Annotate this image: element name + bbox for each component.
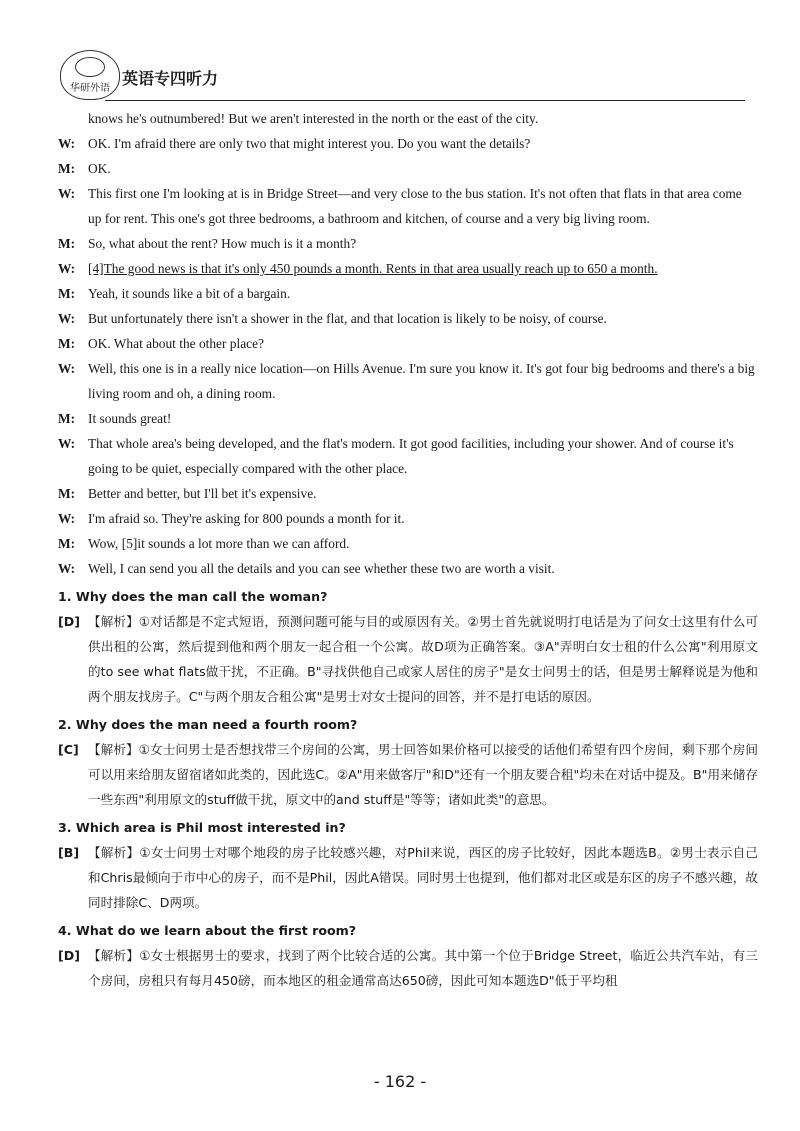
answer-analysis bbox=[58, 943, 758, 993]
speaker: W: bbox=[58, 436, 76, 451]
dialogue-line bbox=[58, 331, 758, 356]
question-block bbox=[58, 712, 758, 812]
speaker: W: bbox=[58, 261, 76, 276]
dialogue-text: I'm afraid so. They're asking for 800 pounds a month for it. bbox=[88, 511, 405, 526]
speaker: M: bbox=[58, 286, 76, 301]
dialogue-line bbox=[58, 356, 758, 406]
header-rule bbox=[105, 100, 745, 101]
dialogue-line bbox=[58, 506, 758, 531]
answer-analysis bbox=[58, 609, 758, 709]
dialogue-line bbox=[58, 231, 758, 256]
speaker: M: bbox=[58, 536, 76, 551]
dialogue-line bbox=[58, 556, 758, 581]
speaker: W: bbox=[58, 511, 76, 526]
dialogue bbox=[58, 131, 758, 581]
dialogue-text: OK. What about the other place? bbox=[88, 336, 264, 351]
logo-text: 华研外语 bbox=[70, 83, 110, 94]
dialogue-text: Better and better, but I'll bet it's expensive. bbox=[88, 486, 317, 501]
analysis-text: 【解析】①女士问男士对哪个地段的房子比较感兴趣，对Phil来说，西区的房子比较好，因此本题选B。②男士表示自己和Chris最倾向于市中心的房子，而不是Phil，因此A错误。同时男士也提到，他们都对北区或是东区的房子不感兴趣，故同时排除C、D两项。 bbox=[88, 845, 758, 910]
speaker: M: bbox=[58, 336, 76, 351]
dialogue-text: OK. bbox=[88, 161, 111, 176]
dialogue-line bbox=[58, 406, 758, 431]
page-content bbox=[58, 106, 758, 993]
dialogue-line bbox=[58, 156, 758, 181]
answer-letter: [D] bbox=[58, 948, 80, 963]
dialogue-line bbox=[58, 256, 758, 281]
answer-analysis bbox=[58, 840, 758, 915]
speaker: M: bbox=[58, 236, 76, 251]
dialogue-text: Well, I can send you all the details and you can see whether these two are worth a visit. bbox=[88, 561, 555, 576]
question-title: 4. What do we learn about the first room? bbox=[58, 923, 357, 938]
dialogue-line-continued: knows he's outnumbered! But we aren't interested in the north or the east of the city. bbox=[88, 111, 539, 126]
dialogue-line bbox=[58, 131, 758, 156]
frog-logo-icon bbox=[75, 57, 105, 77]
speaker: M: bbox=[58, 161, 76, 176]
dialogue-line bbox=[58, 481, 758, 506]
answer-analysis bbox=[58, 737, 758, 812]
speaker: M: bbox=[58, 411, 76, 426]
speaker: W: bbox=[58, 311, 76, 326]
dialogue-text: It sounds great! bbox=[88, 411, 172, 426]
dialogue-line bbox=[58, 306, 758, 331]
dialogue-text: Wow, [5]it sounds a lot more than we can afford. bbox=[88, 536, 350, 551]
answer-letter: [D] bbox=[58, 614, 80, 629]
speaker: W: bbox=[58, 186, 76, 201]
dialogue-line bbox=[58, 531, 758, 556]
underlined-answer-text: [4]The good news is that it's only 450 pounds a month. Rents in that area usually reach up to 650 a month. bbox=[88, 261, 658, 276]
dialogue-text: That whole area's being developed, and the flat's modern. It got good facilities, including your shower. And of course it's going to be quiet, especially compared with the other place. bbox=[88, 436, 734, 476]
speaker: M: bbox=[58, 486, 76, 501]
question-block bbox=[58, 918, 758, 993]
speaker: W: bbox=[58, 136, 76, 151]
dialogue-text: This first one I'm looking at is in Bridge Street—and very close to the bus station. It's not often that flats in that area come up for rent. This one's got three bedrooms, a bathroom and kitchen, of course and a very big living room. bbox=[88, 186, 742, 226]
analysis-text: 【解析】①女士问男士是否想找带三个房间的公寓，男士回答如果价格可以接受的话他们希望有四个房间，剩下那个房间可以用来给朋友留宿诸如此类的，因此选C。②A"用来做客厅"和D"还有一个朋友要合租"均未在对话中提及。B"用来储存一些东西"利用原文的stuff做干扰，原文中的and stuff是"等等；诸如此类"的意思。 bbox=[88, 742, 758, 807]
book-title: 英语专四听力 bbox=[122, 69, 219, 88]
publisher-logo bbox=[60, 50, 120, 100]
dialogue-text: OK. I'm afraid there are only two that might interest you. Do you want the details? bbox=[88, 136, 531, 151]
question-title: 1. Why does the man call the woman? bbox=[58, 589, 328, 604]
question-title: 3. Which area is Phil most interested in? bbox=[58, 820, 346, 835]
analysis-text: 【解析】①对话都是不定式短语，预测问题可能与目的或原因有关。②男士首先就说明打电话是为了问女士这里有什么可供出租的公寓，然后提到他和两个朋友一起合租一个公寓。故D项为正确答案。③A"弄明白女士租的什么公寓"利用原文的to see what flats做干扰，不正确。B"寻找供他自己或家人居住的房子"是女士问男士的话，但是男士解释说是为他和两个朋友找房子。C"与两个朋友合租公寓"是男士对女士提问的回答，并不是打电话的原因。 bbox=[88, 614, 758, 704]
dialogue-line bbox=[58, 281, 758, 306]
page-number: - 162 - bbox=[373, 1072, 427, 1091]
dialogue-line bbox=[58, 431, 758, 481]
speaker: W: bbox=[58, 561, 76, 576]
dialogue-text: So, what about the rent? How much is it a month? bbox=[88, 236, 357, 251]
question-block bbox=[58, 584, 758, 709]
answer-letter: [B] bbox=[58, 845, 80, 860]
question-block bbox=[58, 815, 758, 915]
answer-letter: [C] bbox=[58, 742, 79, 757]
dialogue-text: Well, this one is in a really nice location—on Hills Avenue. I'm sure you know it. It's got four big bedrooms and there's a big living room and oh, a dining room. bbox=[88, 361, 755, 401]
dialogue-line bbox=[58, 181, 758, 231]
dialogue-text: Yeah, it sounds like a bit of a bargain. bbox=[88, 286, 291, 301]
speaker: W: bbox=[58, 361, 76, 376]
analysis-text: 【解析】①女士根据男士的要求，找到了两个比较合适的公寓。其中第一个位于Bridge Street，临近公共汽车站，有三个房间，房租只有每月450磅，而本地区的租金通常高达650磅，因此可知本题选D"低于平均租 bbox=[88, 948, 758, 988]
dialogue-text: But unfortunately there isn't a shower in the flat, and that location is likely to be noisy, of course. bbox=[88, 311, 607, 326]
question-title: 2. Why does the man need a fourth room? bbox=[58, 717, 358, 732]
